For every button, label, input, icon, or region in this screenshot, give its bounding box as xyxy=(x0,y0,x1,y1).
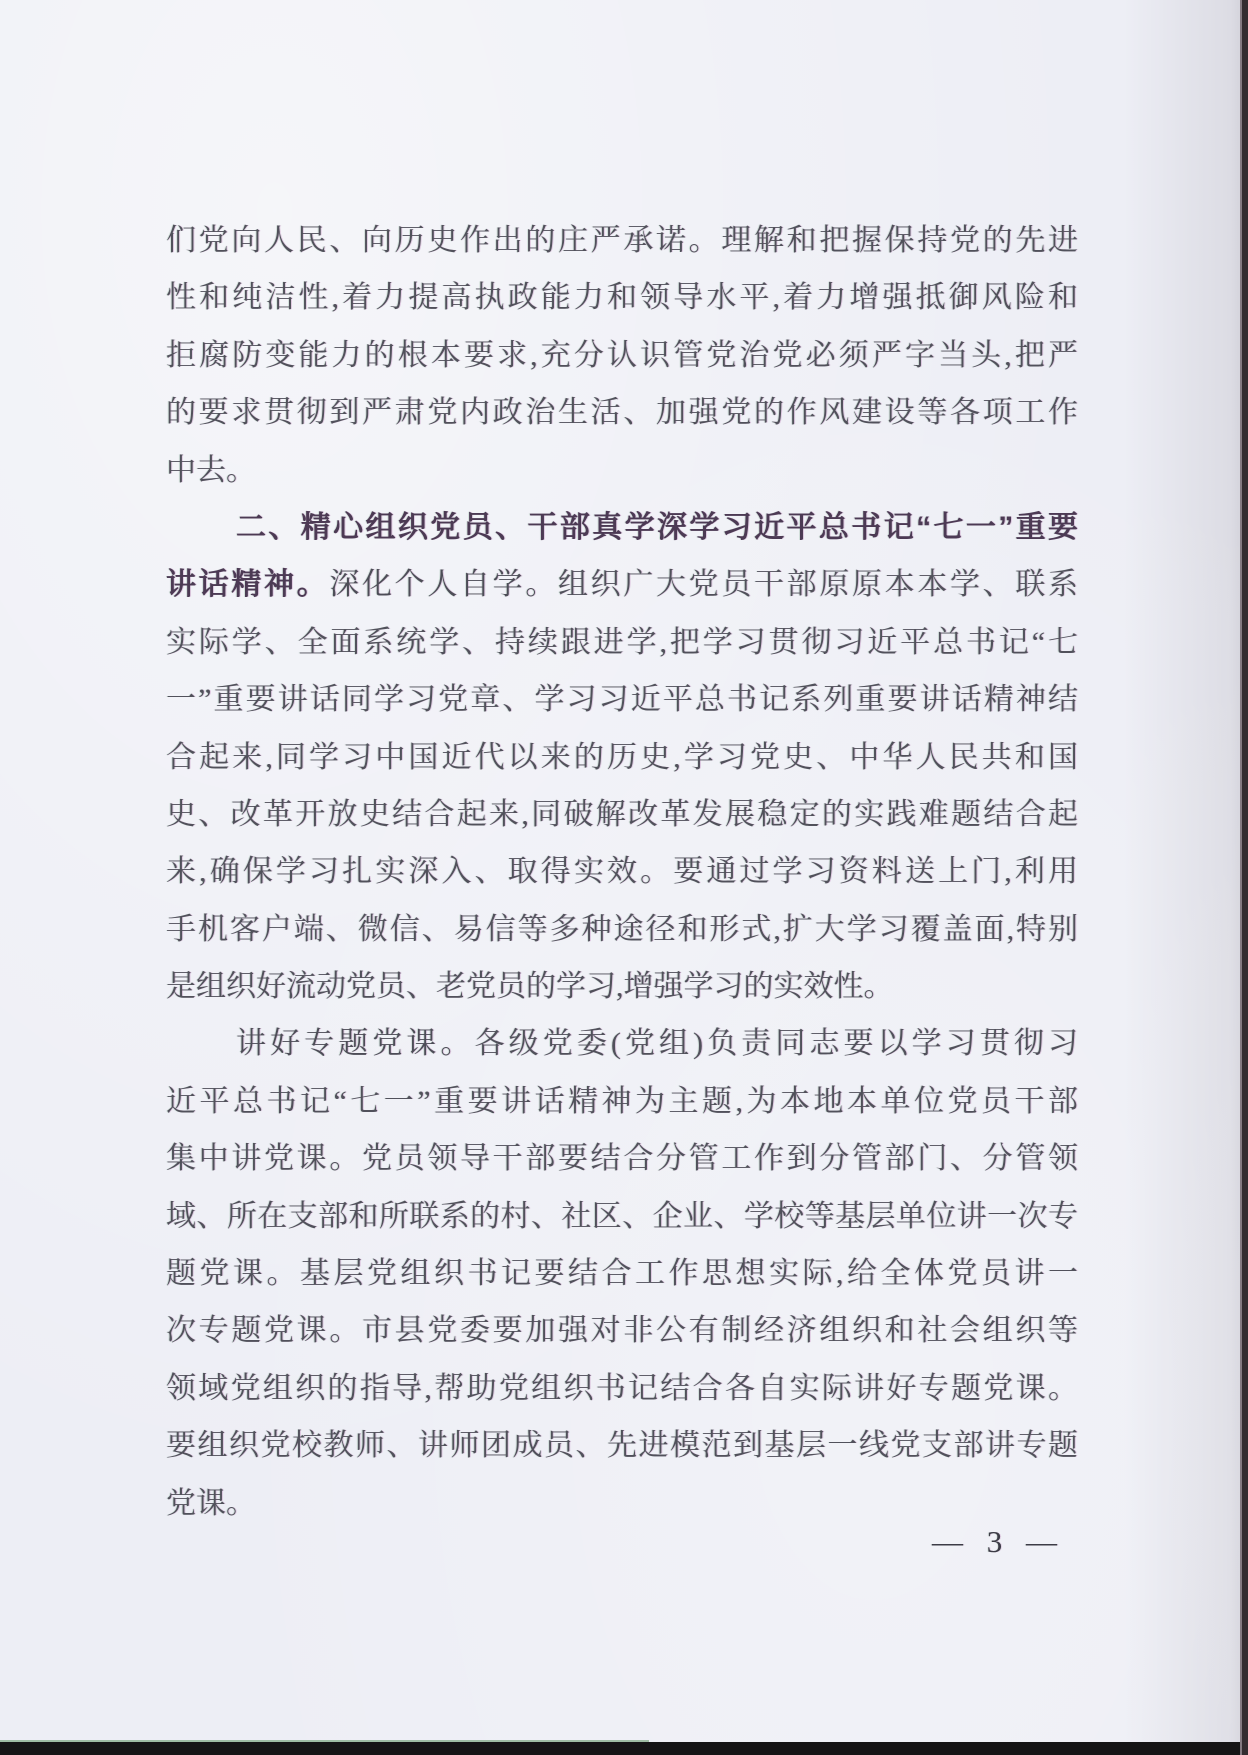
text-line xyxy=(166,729,1078,786)
scan-edge-bottom xyxy=(0,1742,1248,1755)
page-number: — 3 — xyxy=(932,1524,1065,1559)
text-segment-song: 合起来,同学习中国近代以来的历史,学习党史、中华人民共和国 xyxy=(166,740,1078,774)
text-segment-kai: 讲好专题党课。 xyxy=(236,1027,475,1061)
text-segment-song: 各级党委(党组)负责同志要以学习贯彻习 xyxy=(474,1027,1078,1061)
text-line xyxy=(166,1417,1078,1474)
scan-edge-right xyxy=(1240,0,1248,1755)
text-segment-song: 性和纯洁性,着力提高执政能力和领导水平,着力增强抵御风险和 xyxy=(166,281,1078,315)
text-segment-song: 题党课。基层党组织书记要结合工作思想实际,给全体党员讲一 xyxy=(166,1257,1078,1291)
text-line xyxy=(166,843,1078,900)
text-segment-song: 域、所在支部和所联系的村、社区、企业、学校等基层单位讲一次专 xyxy=(166,1199,1078,1233)
text-line xyxy=(166,384,1078,441)
text-segment-song: 一”重要讲话同学习党章、学习习近平总书记系列重要讲话精神结 xyxy=(166,683,1078,717)
text-line xyxy=(166,671,1078,728)
text-line xyxy=(166,442,1078,499)
document-text xyxy=(166,212,1078,1532)
text-segment-song: 是组织好流动党员、老党员的学习,增强学习的实效性。 xyxy=(166,970,894,1004)
text-segment-song: 的要求贯彻到严肃党内政治生活、加强党的作风建设等各项工作 xyxy=(166,396,1078,430)
text-segment-song: 手机客户端、微信、易信等多种途径和形式,扩大学习覆盖面,特别 xyxy=(166,912,1078,946)
text-line xyxy=(166,327,1078,384)
text-line xyxy=(166,212,1078,269)
text-segment-kai: 深化个人自学。 xyxy=(329,568,559,602)
text-line xyxy=(166,1015,1078,1072)
text-segment-song: 要组织党校教师、讲师团成员、先进模范到基层一线党支部讲专题 xyxy=(166,1429,1078,1463)
text-line xyxy=(166,958,1078,1015)
text-line xyxy=(166,499,1078,556)
text-line xyxy=(166,269,1078,326)
text-line xyxy=(166,1245,1078,1302)
text-line xyxy=(166,1302,1078,1359)
text-segment-bold: 讲话精神。 xyxy=(166,568,330,602)
text-line xyxy=(166,1188,1078,1245)
text-line xyxy=(166,556,1078,613)
text-segment-song: 组织广大党员干部原原本本学、联系 xyxy=(558,568,1078,602)
text-segment-song: 们党向人民、向历史作出的庄严承诺。理解和把握保持党的先进 xyxy=(166,224,1078,257)
text-segment-bold: 二、精心组织党员、干部真学深学习近平总书记“七一”重要 xyxy=(236,510,1078,544)
text-segment-song: 领域党组织的指导,帮助党组织书记结合各自实际讲好专题党课。 xyxy=(166,1371,1078,1405)
text-line xyxy=(166,1360,1078,1417)
text-segment-song: 实际学、全面系统学、持续跟进学,把学习贯彻习近平总书记“七 xyxy=(166,625,1078,659)
text-line xyxy=(166,786,1078,843)
text-segment-song: 党课。 xyxy=(166,1486,256,1520)
text-segment-song: 次专题党课。市县党委要加强对非公有制经济组织和社会组织等 xyxy=(166,1314,1078,1348)
text-line xyxy=(166,1073,1078,1130)
text-segment-song: 史、改革开放史结合起来,同破解改革发展稳定的实践难题结合起 xyxy=(166,797,1078,831)
text-line xyxy=(166,1130,1078,1187)
text-segment-song: 中去。 xyxy=(166,453,256,487)
text-segment-song: 近平总书记“七一”重要讲话精神为主题,为本地本单位党员干部 xyxy=(166,1084,1078,1118)
text-line xyxy=(166,901,1078,958)
text-line xyxy=(166,614,1078,671)
text-segment-song: 拒腐防变能力的根本要求,充分认识管党治党必须严字当头,把严 xyxy=(166,338,1078,372)
text-segment-song: 集中讲党课。党员领导干部要结合分管工作到分管部门、分管领 xyxy=(166,1142,1078,1176)
text-segment-song: 来,确保学习扎实深入、取得实效。要通过学习资料送上门,利用 xyxy=(166,855,1078,889)
